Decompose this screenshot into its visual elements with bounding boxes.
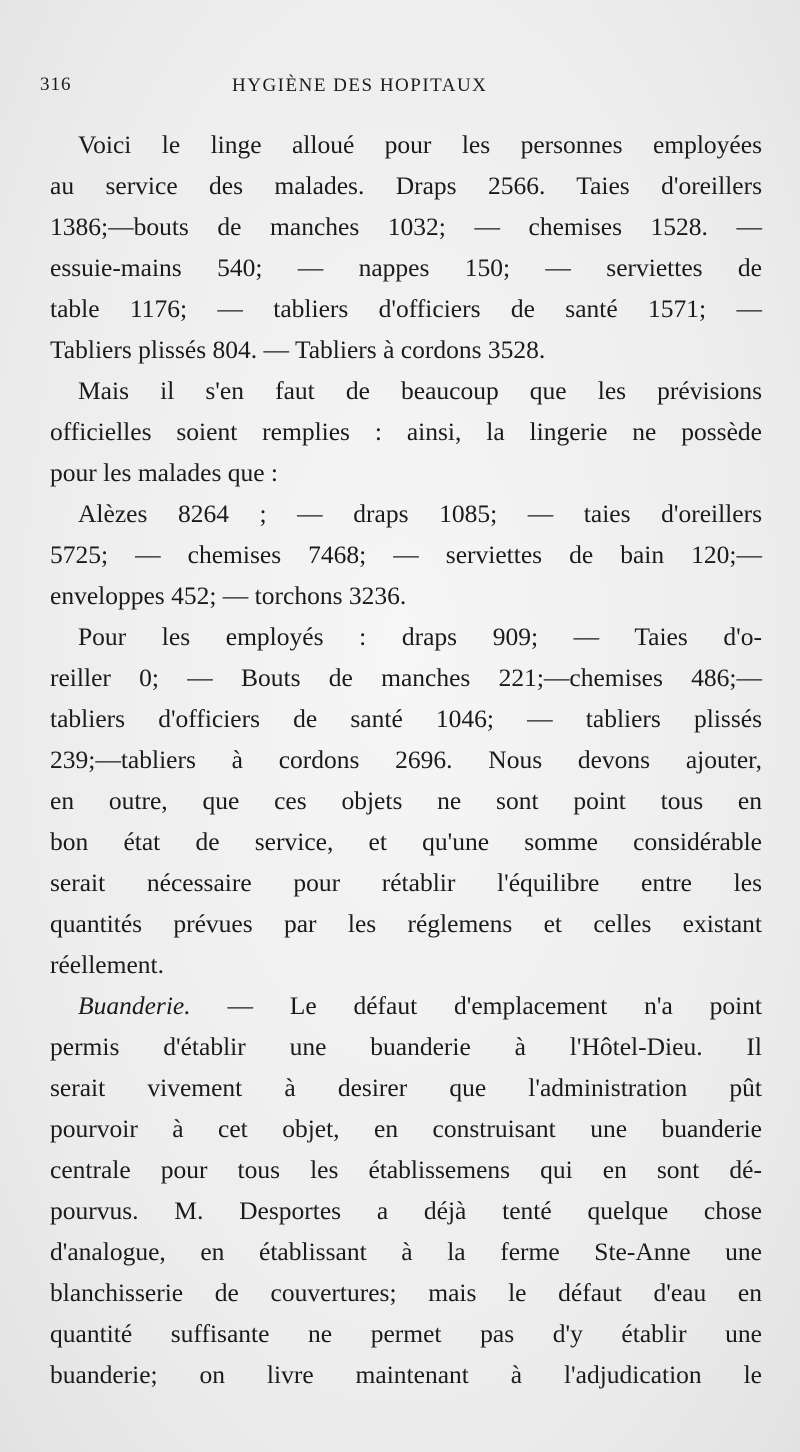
text-line: quantité suffisante ne permet pas d'y établir une — [50, 1319, 762, 1348]
text-line: officielles soient remplies : ainsi, la lingerie ne possède — [50, 417, 762, 446]
text-line: Pour les employés : draps 909; — Taies d'o- — [78, 622, 762, 651]
text-line: d'analogue, en établissant à la ferme Ste-Anne une — [50, 1237, 762, 1266]
text-line: Tabliers plissés 804. — Tabliers à cordons 3528. — [50, 335, 546, 364]
text-line: quantités prévues par les réglemens et celles existant — [50, 909, 762, 938]
running-title: HYGIÈNE DES HOPITAUX — [232, 75, 488, 96]
text-line: serait vivement à desirer que l'administration pût — [50, 1073, 762, 1102]
running-head — [40, 74, 600, 104]
section-heading: Buanderie. — [78, 991, 191, 1020]
page-number: 316 — [40, 74, 72, 95]
text-line: 1386;—bouts de manches 1032; — chemises 1528. — — [50, 212, 762, 241]
text-line: Alèzes 8264 ; — draps 1085; — taies d'oreillers — [78, 499, 762, 528]
text-line: tabliers d'officiers de santé 1046; — tabliers plissés — [50, 704, 762, 733]
text-line: pourvus. M. Desportes a déjà tenté quelque chose — [50, 1196, 762, 1225]
section-heading-continuation: — Le défaut d'emplacement n'a point — [227, 991, 763, 1020]
text-line: essuie-mains 540; — nappes 150; — serviettes de — [50, 253, 762, 282]
text-line: Voici le linge alloué pour les personnes employées — [78, 130, 762, 159]
text-line: pourvoir à cet objet, en construisant une buanderie — [50, 1114, 762, 1143]
text-line: serait nécessaire pour rétablir l'équilibre entre les — [50, 868, 762, 897]
text-line: reiller 0; — Bouts de manches 221;—chemises 486;— — [50, 663, 762, 692]
text-line: permis d'établir une buanderie à l'Hôtel-Dieu. Il — [50, 1032, 762, 1061]
text-line: enveloppes 452; — torchons 3236. — [50, 581, 407, 610]
text-line: centrale pour tous les établissemens qui en sont dé- — [50, 1155, 762, 1184]
text-line: pour les malades que : — [50, 458, 279, 487]
text-line-buanderie — [50, 985, 762, 1026]
text-line: 5725; — chemises 7468; — serviettes de bain 120;— — [50, 540, 762, 569]
text-line: réellement. — [50, 950, 164, 979]
text-line: 239;—tabliers à cordons 2696. Nous devons ajouter, — [50, 745, 762, 774]
text-line: blanchisserie de couvertures; mais le défaut d'eau en — [50, 1278, 762, 1307]
text-line: buanderie; on livre maintenant à l'adjudication le — [50, 1360, 762, 1389]
text-line: bon état de service, et qu'une somme considérable — [50, 827, 762, 856]
text-line: en outre, que ces objets ne sont point tous en — [50, 786, 762, 815]
text-line: Mais il s'en faut de beaucoup que les prévisions — [78, 376, 762, 405]
text-line: table 1176; — tabliers d'officiers de santé 1571; — — [50, 294, 762, 323]
text-line: au service des malades. Draps 2566. Taies d'oreillers — [50, 171, 762, 200]
